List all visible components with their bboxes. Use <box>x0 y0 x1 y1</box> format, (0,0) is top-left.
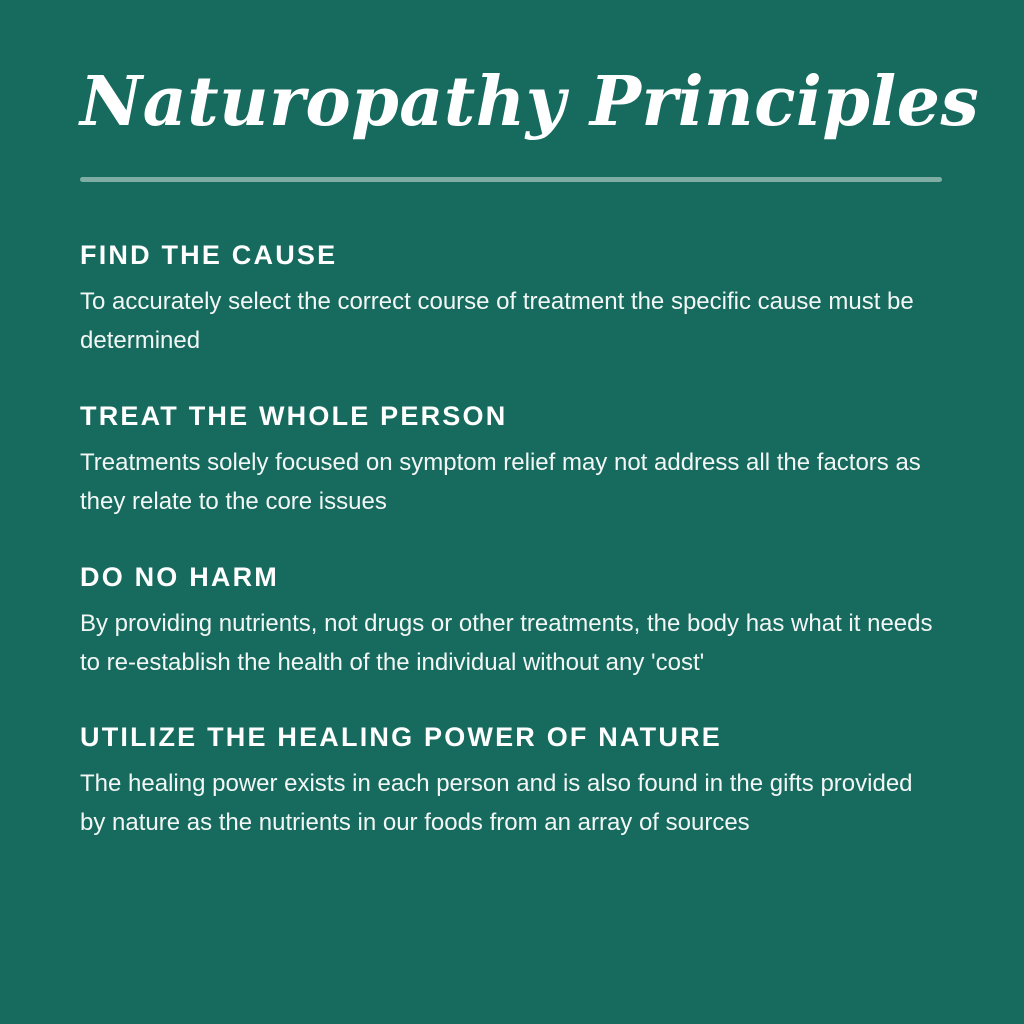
principle-body: To accurately select the correct course of treatment the specific cause must be determined <box>80 288 914 355</box>
principle-heading: TREAT THE WHOLE PERSON <box>80 400 508 431</box>
title-divider <box>80 177 942 182</box>
page-title: Naturopathy Principles <box>80 62 980 142</box>
principle-heading: FIND THE CAUSE <box>80 240 338 271</box>
principle-item <box>80 401 944 522</box>
principle-body: Treatments solely focused on symptom relief may not address all the factors as they relate to the core issues <box>80 448 921 515</box>
principle-body: By providing nutrients, not drugs or other treatments, the body has what it needs to re-establish the health of the individual without any 'cost' <box>80 609 933 676</box>
principles-list <box>80 240 944 843</box>
principle-heading: UTILIZE THE HEALING POWER OF NATURE <box>80 722 722 753</box>
principle-item <box>80 562 944 683</box>
principle-item <box>80 722 944 843</box>
principle-body: The healing power exists in each person and is also found in the gifts provided by nature as the nutrients in our foods from an array of sources <box>80 770 913 837</box>
principle-item <box>80 240 944 361</box>
principle-heading: DO NO HARM <box>80 561 279 592</box>
